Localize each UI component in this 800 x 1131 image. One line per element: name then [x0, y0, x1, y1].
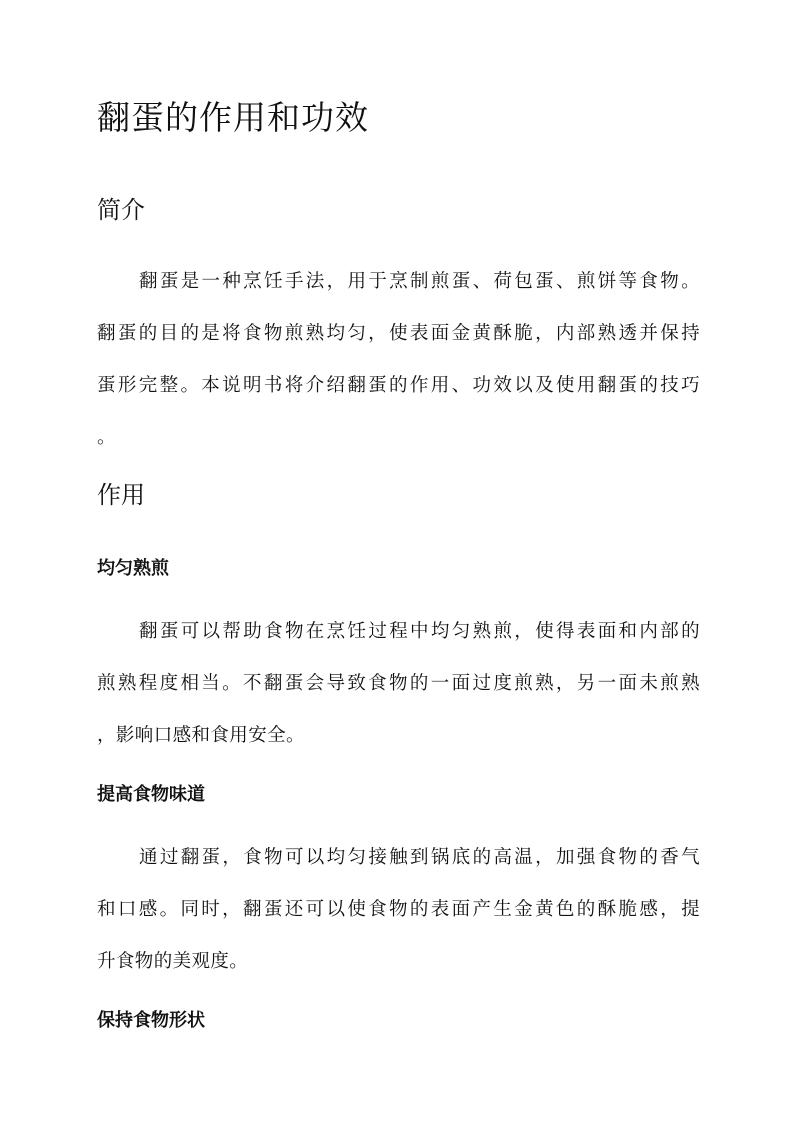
paragraph-line: 蛋形完整。本说明书将介绍翻蛋的作用、功效以及使用翻蛋的技巧: [97, 375, 700, 396]
paragraph-line: 翻蛋的目的是将食物煎熟均匀，使表面金黄酥脆，内部熟透并保持: [97, 323, 700, 344]
section-heading-function: 作用: [97, 481, 145, 509]
subsection-heading-shape: 保持食物形状: [97, 1010, 205, 1031]
paragraph-line: 和口感。同时，翻蛋还可以使食物的表面产生金黄色的酥脆感，提: [97, 899, 700, 920]
paragraph-line: 。: [97, 427, 116, 448]
paragraph-line: 煎熟程度相当。不翻蛋会导致食物的一面过度煎熟，另一面未煎熟: [97, 673, 700, 694]
paragraph-line: ，影响口感和食用安全。: [97, 725, 305, 746]
paragraph-line: 翻蛋可以帮助食物在烹饪过程中均匀熟煎，使得表面和内部的: [139, 621, 700, 642]
even-frying-paragraph: [97, 606, 700, 762]
paragraph-line: 翻蛋是一种烹饪手法，用于烹制煎蛋、荷包蛋、煎饼等食物。: [139, 271, 700, 292]
intro-paragraph: [97, 256, 700, 464]
paragraph-line: 升食物的美观度。: [97, 951, 249, 972]
section-heading-intro: 简介: [97, 196, 145, 224]
subsection-heading-even-frying: 均匀熟煎: [97, 558, 169, 579]
flavor-paragraph: [97, 832, 700, 988]
subsection-heading-flavor: 提高食物味道: [97, 784, 205, 805]
paragraph-line: 通过翻蛋，食物可以均匀接触到锅底的高温，加强食物的香气: [139, 847, 700, 868]
document-title: 翻蛋的作用和功效: [97, 98, 369, 137]
